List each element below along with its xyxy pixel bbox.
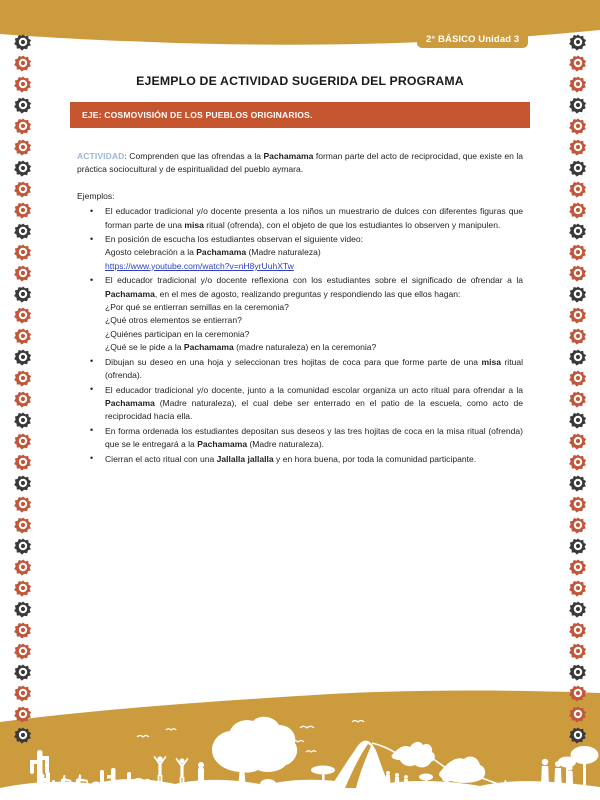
bullet-4-text-1: Dibujan su deseo en una hoja y seleccionan tres hojitas de coca para que forme parte de una (105, 356, 482, 367)
list-item (77, 205, 523, 232)
bullet-2-bold-pachamama: Pachamama (196, 247, 247, 258)
bullet-5-bold-pachamama: Pachamama (105, 397, 155, 408)
body-text (77, 150, 523, 466)
activity-bold-pachamama: Pachamama (263, 151, 314, 161)
decorative-border-left (6, 32, 40, 754)
bullet-1-text-1: El educador tradicional y/o docente presenta a los niños un muestrario de dulces con diferentes figuras que forman parte de una (105, 206, 523, 230)
eje-banner: EJE: COSMOVISIÓN DE LOS PUEBLOS ORIGINARIOS. (70, 102, 530, 128)
youtube-video-link[interactable]: https://www.youtube.com/watch?v=nH8yrUuhXTw (105, 260, 294, 271)
activity-label: ACTIVIDAD (77, 151, 125, 161)
activity-separator: : (124, 151, 127, 161)
bullet-2-sub-pre: Agosto celebración a la (105, 247, 197, 258)
bullet-2-video-title (105, 246, 523, 259)
examples-heading: Ejemplos: (77, 190, 115, 201)
list-item (77, 356, 523, 383)
bottom-landscape-illustration (0, 680, 600, 800)
bullet-7-bold-jallalla: Jallalla jallalla (216, 453, 274, 464)
list-item (77, 425, 523, 452)
bullet-1-bold-misa: misa (184, 219, 204, 230)
question-4-pre: ¿Qué se le pide a la (105, 342, 184, 353)
list-item (77, 233, 523, 273)
list-item (77, 274, 523, 354)
bullet-6-text-1: En forma ordenada los estudiantes depositan sus deseos y las tres hojitas de coca en la misa ritual (ofrenda) que se le entregará a la (105, 425, 523, 450)
activity-statement (77, 150, 523, 177)
header-band (0, 0, 600, 58)
bullet-6-text-2: (Madre naturaleza). (247, 439, 325, 450)
bullet-2-text-1: En posición de escucha los estudiantes observan el siguiente video: (105, 234, 363, 245)
bullet-2-url-line (105, 260, 523, 273)
bullet-1-text-2: ritual (ofrenda), con el objeto de que los estudiantes lo observen y manipulen. (203, 219, 501, 230)
activity-bullet-list (77, 205, 523, 466)
bullet-7-text-1: Cierran el acto ritual con una (105, 453, 217, 464)
bullet-5-text-2: (Madre naturaleza), el cual debe ser enterrado en el patio de la escuela, como acto de reciprocidad hacia ella. (105, 397, 523, 422)
bullet-6-bold-pachamama: Pachamama (197, 439, 248, 450)
bullet-3-bold-pachamama: Pachamama (105, 288, 155, 299)
activity-text-1: Comprenden que las ofrendas a la (126, 151, 264, 161)
bullet-7-text-2: y en hora buena, por toda la comunidad participante. (273, 453, 477, 464)
activity-text-2: forman parte del acto de reciprocidad, que existe en la práctica sociocultural y de espiritualidad del pueblo aymara. (77, 151, 523, 175)
question-1: ¿Por qué se entierran semillas en la ceremonia? (105, 302, 289, 313)
question-4-bold-pachamama: Pachamama (183, 342, 234, 353)
page-title: EJEMPLO DE ACTIVIDAD SUGERIDA DEL PROGRAMA (136, 74, 464, 88)
bullet-3-text-1: El educador tradicional y/o docente reflexiona con los estudiantes sobre el significado de ofrendar a la (105, 275, 523, 286)
question-4-post: (madre naturaleza) en la ceremonia? (233, 342, 377, 353)
question-2: ¿Qué otros elementos se entierran? (105, 315, 242, 326)
list-item (77, 384, 523, 424)
unit-badge: 2° BÁSICO Unidad 3 (417, 31, 528, 48)
question-3: ¿Quiénes participan en la ceremonia? (105, 328, 250, 339)
bullet-4-text-2: ritual (ofrenda). (105, 356, 523, 381)
bullet-5-text-1: El educador tradicional y/o docente, junto a la comunidad escolar organiza un acto ritual para ofrendar a la (105, 384, 523, 395)
document-content (48, 66, 552, 466)
bullet-3-text-2: , en el mes de agosto, realizando preguntas y respondiendo las que ellos hagan: (154, 288, 461, 299)
bullet-4-bold-misa: misa (481, 356, 501, 367)
bullet-2-sub-post: (Madre naturaleza) (246, 247, 321, 258)
question-4 (105, 341, 523, 354)
decorative-border-right (561, 32, 595, 754)
list-item (77, 453, 523, 466)
